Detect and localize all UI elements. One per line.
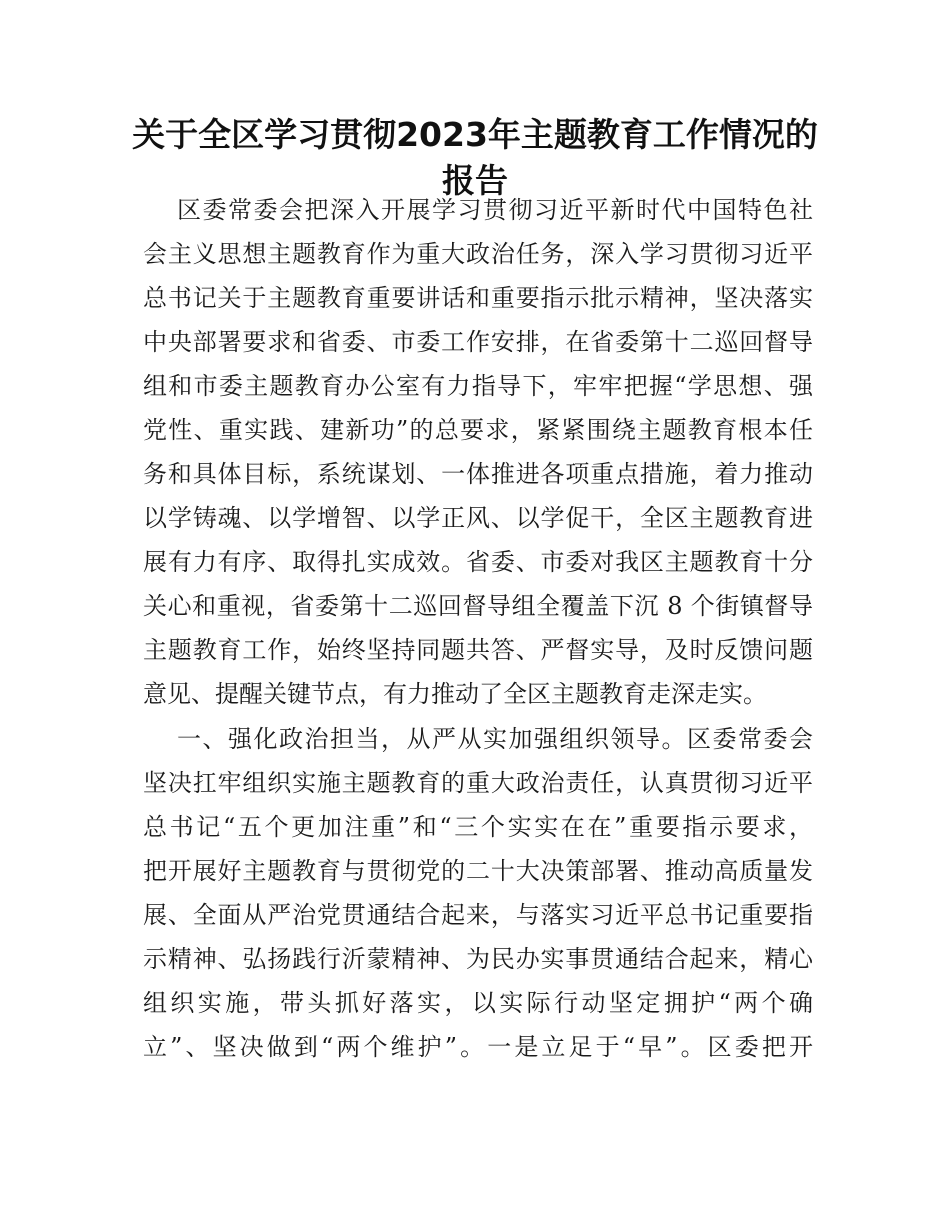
text-line: 主题教育工作，始终坚持同题共答、严督实导，及时反馈问题 — [143, 636, 813, 664]
text-line: 立”、坚决做到“两个维护”。一是立足于“早”。区委把开 — [143, 1033, 813, 1061]
text-line: 区委常委会把深入开展学习贯彻习近平新时代中国特色社 — [177, 196, 813, 224]
title-line-2: 报告 — [442, 161, 508, 200]
text-line: 组和市委主题教育办公室有力指导下，牢牢把握“学思想、强 — [143, 372, 813, 400]
text-line: 关心和重视，省委第十二巡回督导组全覆盖下沉 8 个街镇督导 — [143, 592, 813, 620]
text-line: 中央部署要求和省委、市委工作安排，在省委第十二巡回督导 — [143, 328, 813, 356]
text-line: 务和具体目标，系统谋划、一体推进各项重点措施，着力推动 — [143, 460, 813, 488]
text-line: 总书记关于主题教育重要讲话和重要指示批示精神，坚决落实 — [143, 284, 813, 312]
text-line: 把开展好主题教育与贯彻党的二十大决策部署、推动高质量发 — [143, 857, 813, 885]
section-heading-line: 一、强化政治担当，从严从实加强组织领导。区委常委会 — [177, 725, 813, 753]
text-line: 会主义思想主题教育作为重大政治任务，深入学习贯彻习近平 — [143, 240, 813, 268]
text-line: 总书记“五个更加注重”和“三个实实在在”重要指示要求， — [143, 813, 813, 841]
text-line: 以学铸魂、以学增智、以学正风、以学促干，全区主题教育进 — [143, 504, 813, 532]
paragraph-intro — [143, 188, 813, 716]
paragraph-section-one — [143, 717, 813, 1069]
text-line: 展有力有序、取得扎实成效。省委、市委对我区主题教育十分 — [143, 548, 813, 576]
title-line-1: 关于全区学习贯彻2023年主题教育工作情况的 — [132, 115, 818, 154]
text-line: 展、全面从严治党贯通结合起来，与落实习近平总书记重要指 — [143, 901, 813, 929]
text-line: 示精神、弘扬践行沂蒙精神、为民办实事贯通结合起来，精心 — [143, 945, 813, 973]
text-line: 组织实施，带头抓好落实，以实际行动坚定拥护“两个确 — [143, 989, 813, 1017]
text-line: 坚决扛牢组织实施主题教育的重大政治责任，认真贯彻习近平 — [143, 769, 813, 797]
text-line: 党性、重实践、建新功”的总要求，紧紧围绕主题教育根本任 — [143, 416, 813, 444]
text-line: 意见、提醒关键节点，有力推动了全区主题教育走深走实。 — [143, 680, 767, 708]
